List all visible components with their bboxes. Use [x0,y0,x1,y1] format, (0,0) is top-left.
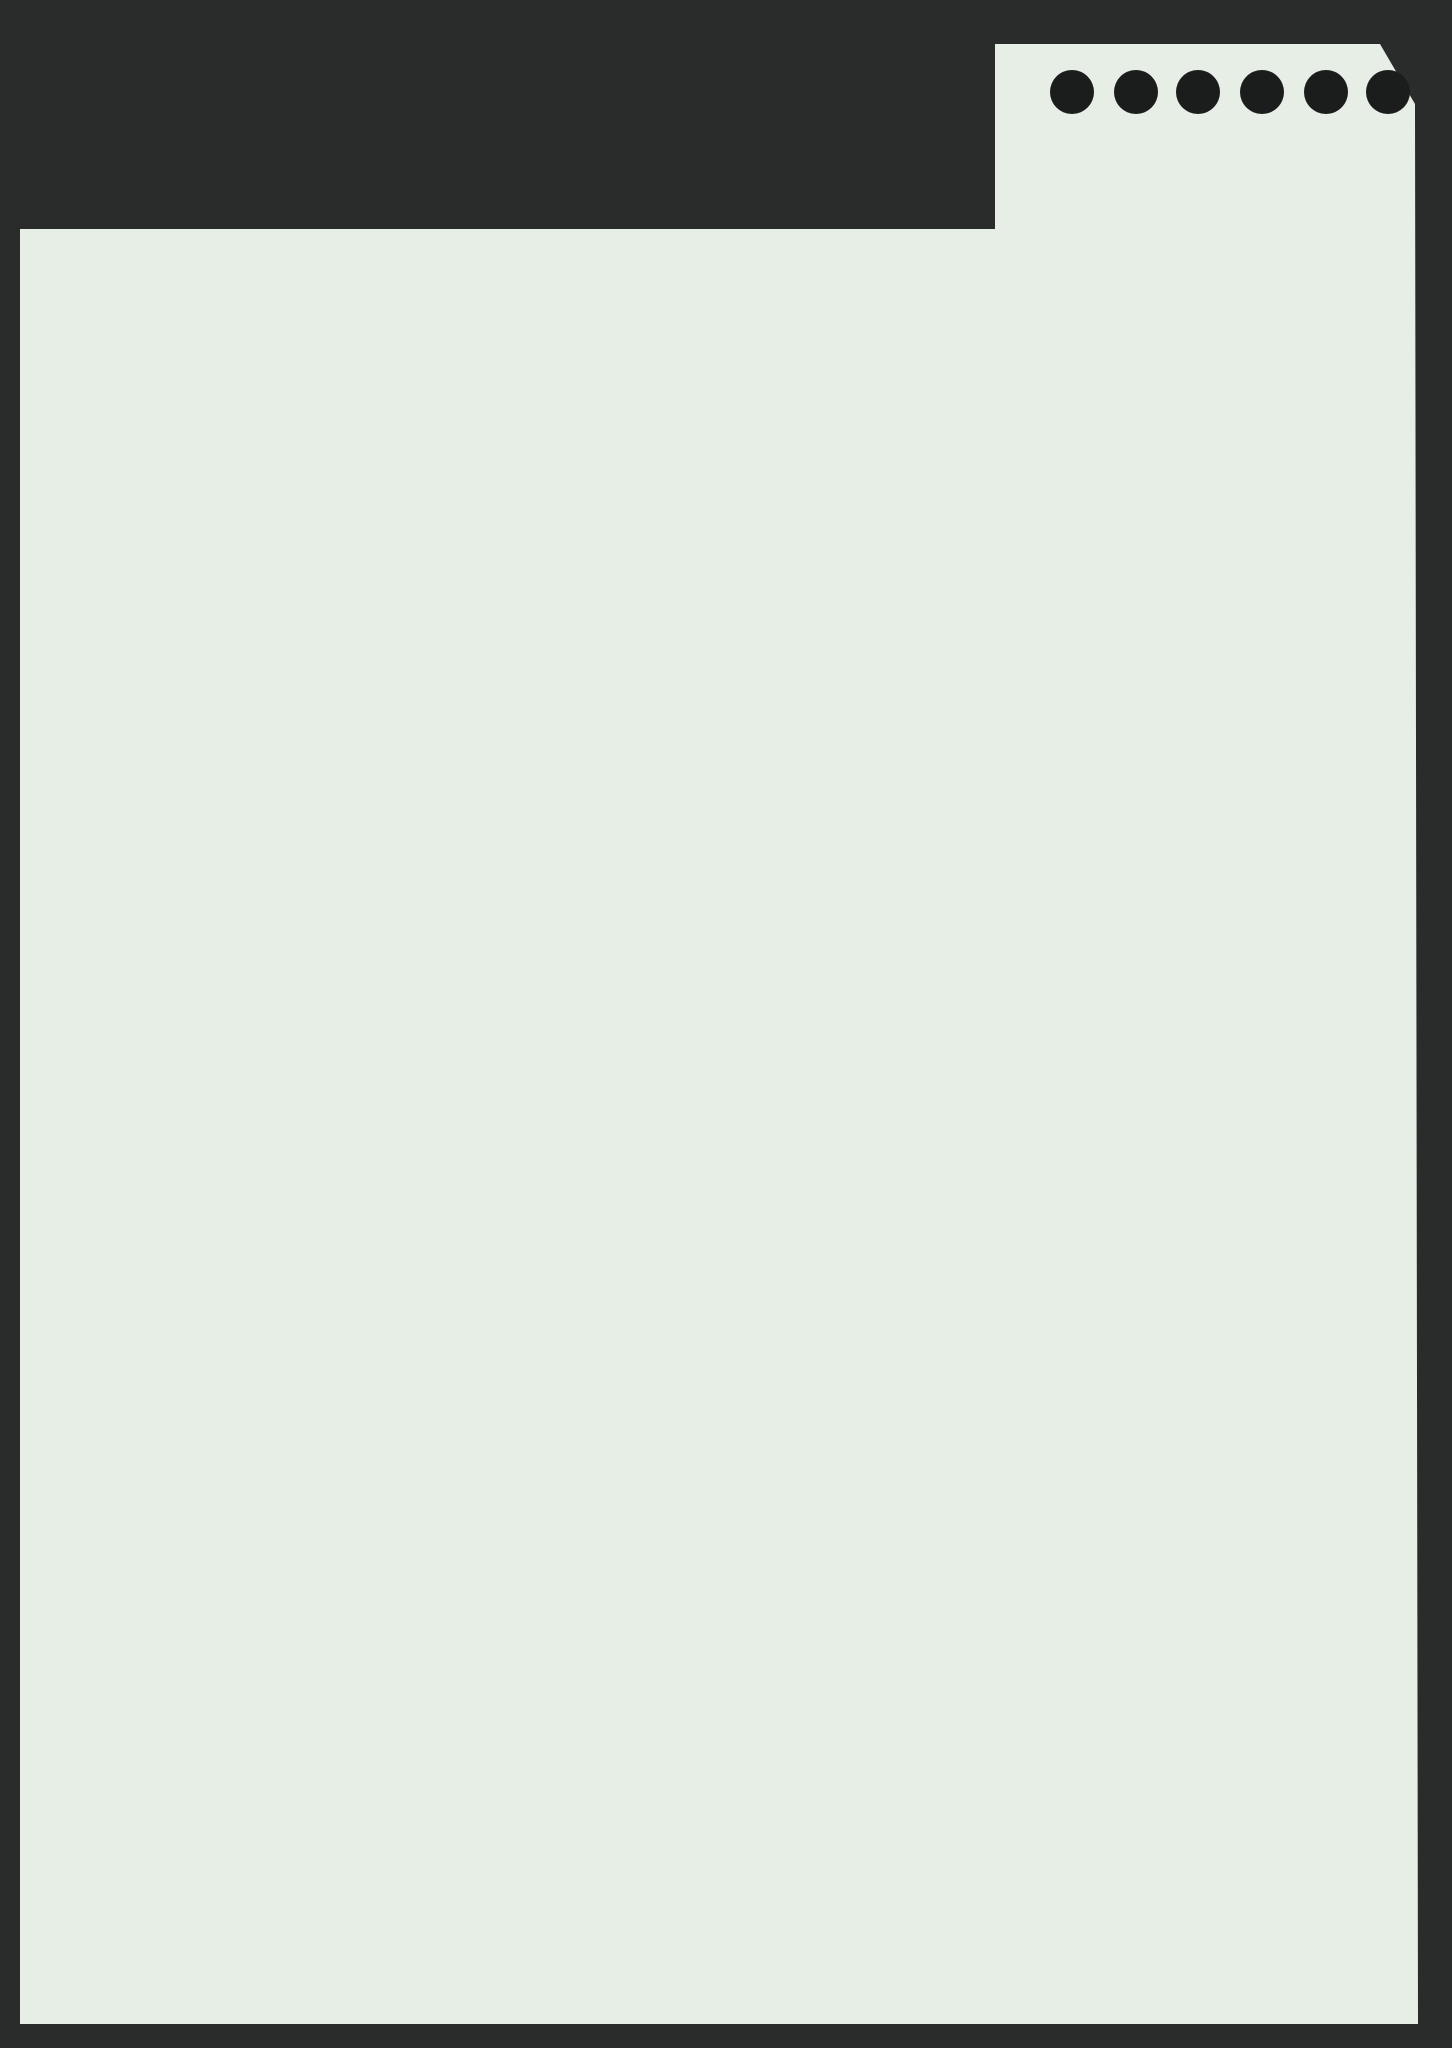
punch-hole-6 [1366,70,1410,114]
punch-hole-5 [1304,70,1348,114]
punch-hole-3 [1176,70,1220,114]
punch-hole-1 [1050,70,1094,114]
punch-hole-2 [1114,70,1158,114]
form-sheet [20,44,1418,2024]
punch-hole-4 [1240,70,1284,114]
